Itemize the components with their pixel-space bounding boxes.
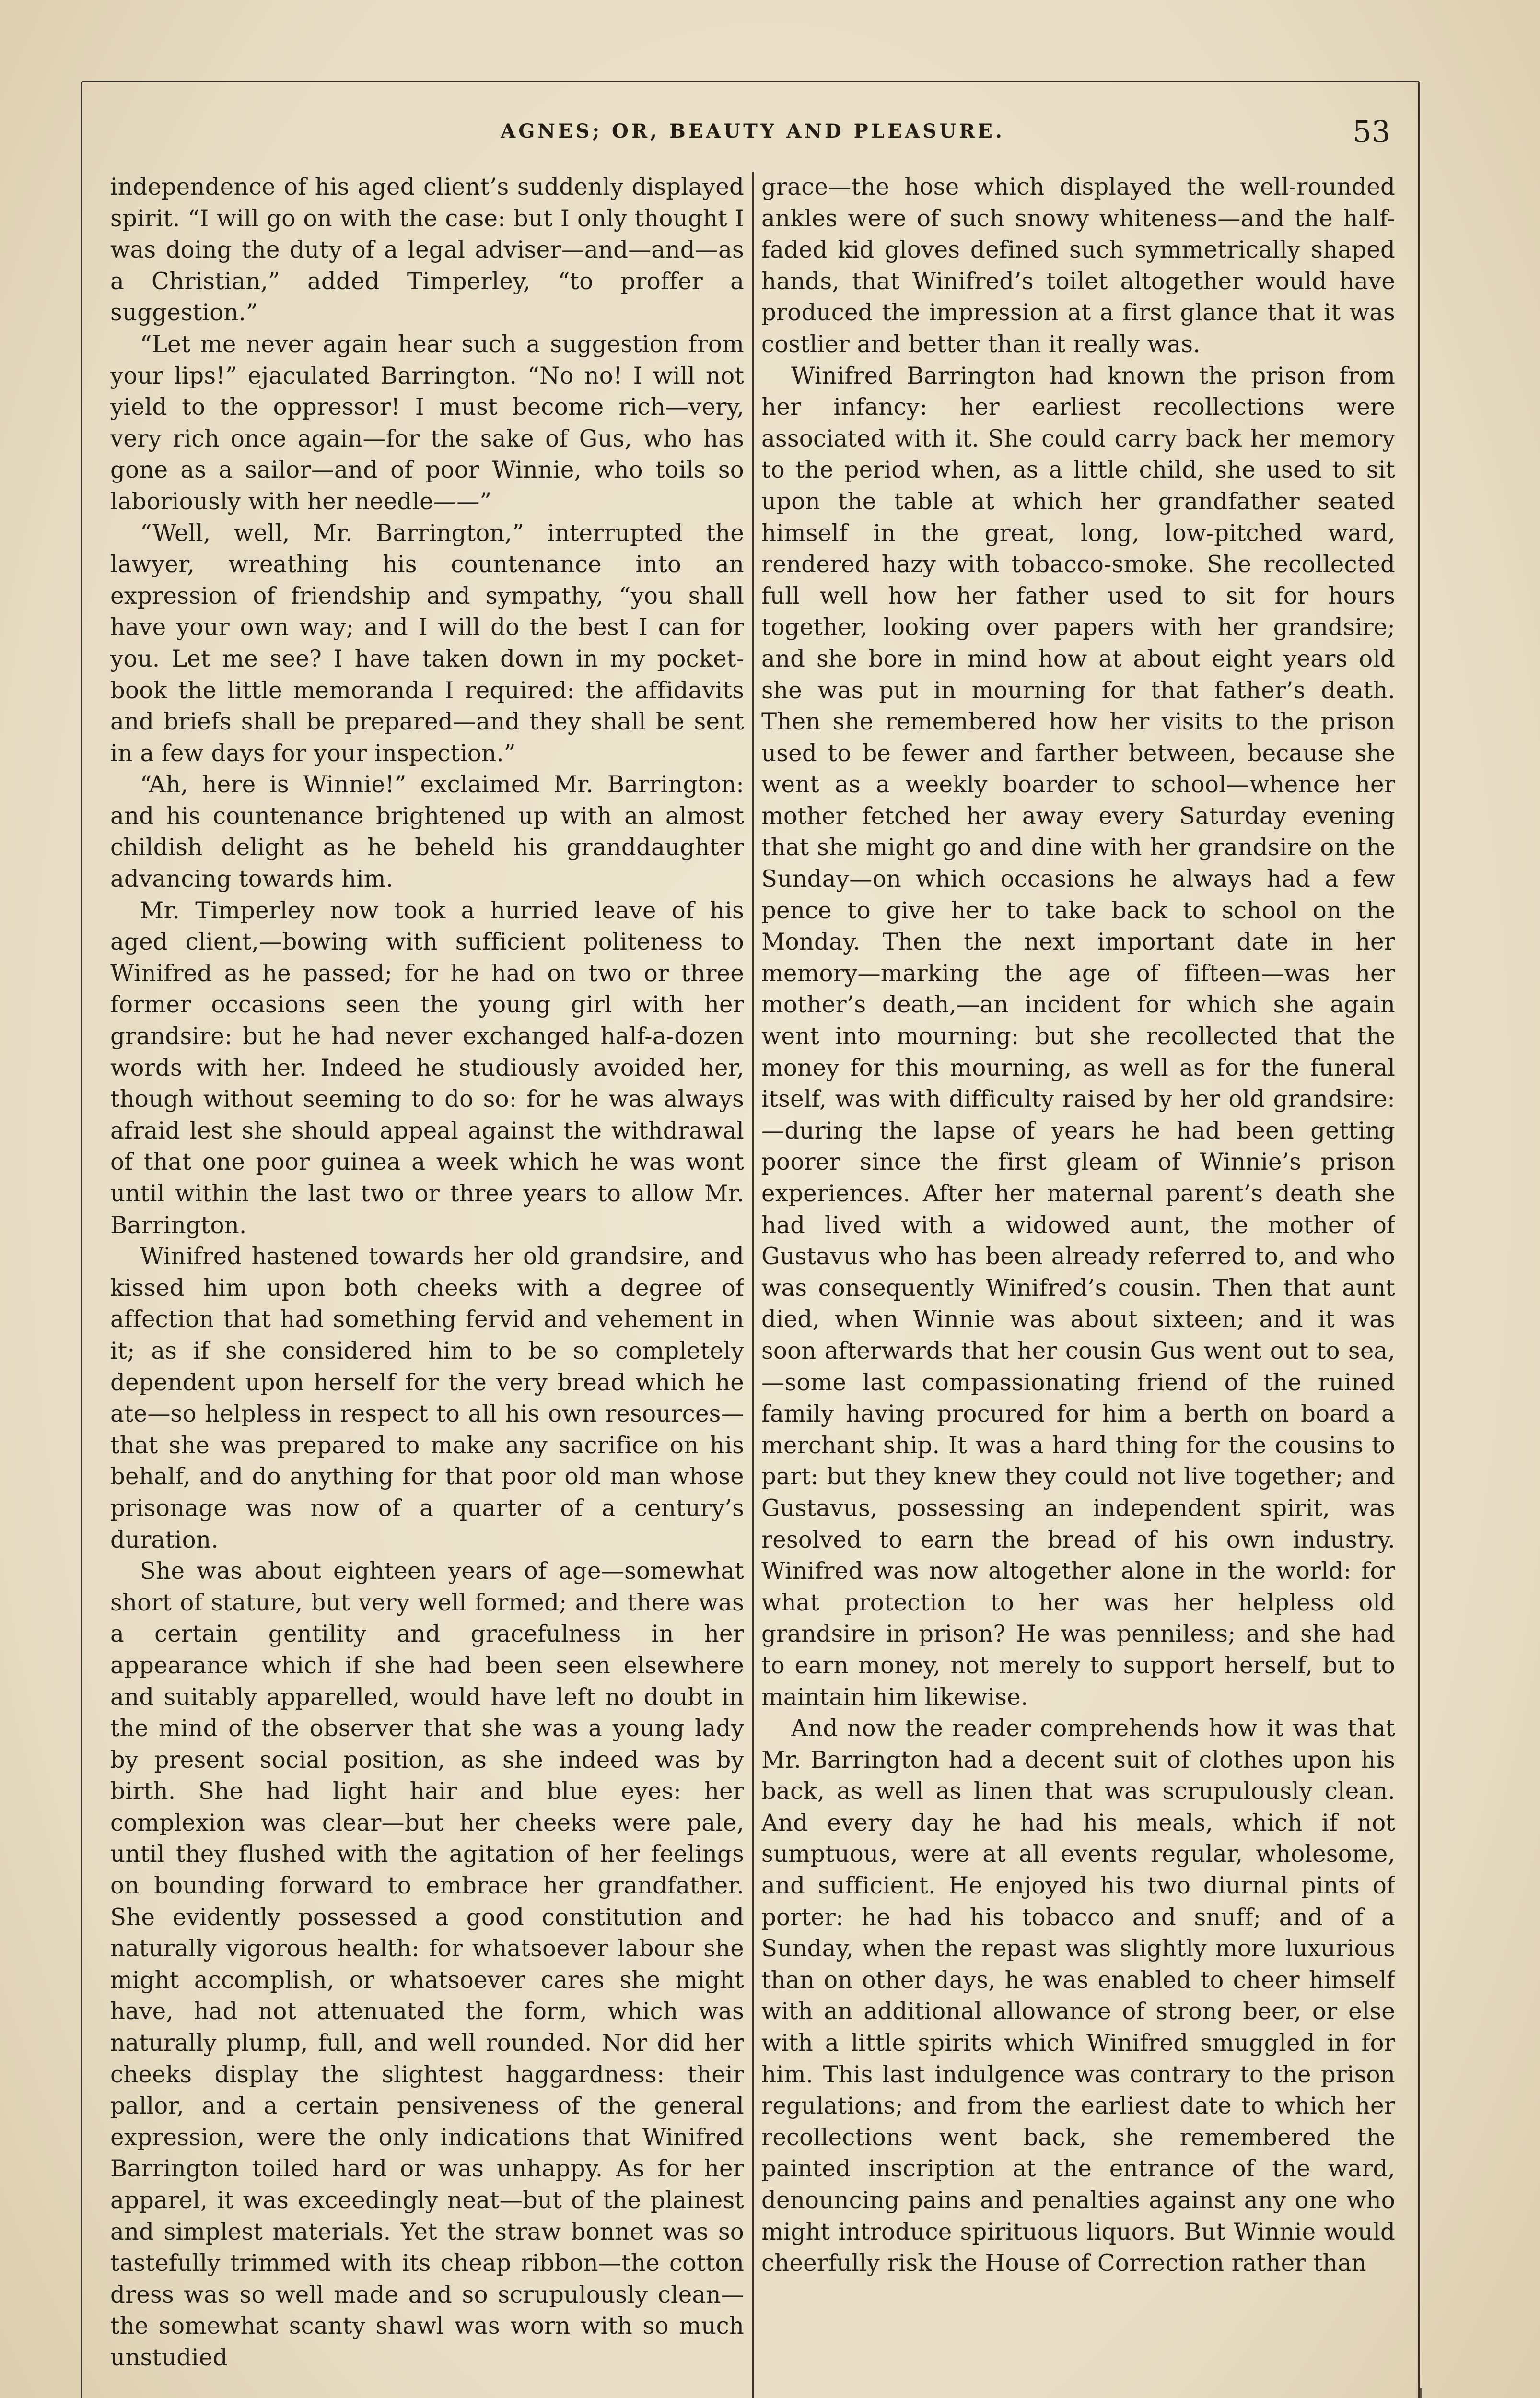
paragraph: Winifred hastened towards her old grandsire, and kissed him upon both cheeks with a degree of affection that had something fervid and vehement in it; as if she considered him to be so completely dependent upon herself for the very bread which he ate—so helpless in respect to all his own resources—that she was prepared to make any sacrifice on his behalf, and do anything for that poor old man whose prisonage was now of a quarter of a century’s duration. [110,1243,744,1553]
paragraph: Mr. Timperley now took a hurried leave of his aged client,—bowing with sufficient politeness to Winifred as he passed; for he had on two or three former occasions seen the young girl with her grandsire: but he had never exchanged half-a-dozen words with her. Indeed he studiously avoided her, though without seeming to do so: for he was always afraid lest she should appeal against the withdrawal of that one poor guinea a week which he was wont until within the last two or three years to allow Mr. Barrington. [110,897,744,1239]
binding-mark [1420,2388,1422,2398]
paragraph: independence of his aged client’s suddenly displayed spirit. “I will go on with the case: but I only thought I was doing the duty of a legal adviser—and—and—as a Christian,” added Timperley, “to proffer a suggestion.” [110,174,744,327]
page-number: 53 [1353,114,1390,149]
running-title: AGNES; OR, BEAUTY AND PLEASURE. [501,120,1005,142]
frame-rule-top [82,81,1419,82]
page-header [96,114,1410,157]
column-divider [752,172,754,2398]
paragraph: And now the reader comprehends how it was that Mr. Barrington had a decent suit of clothes upon his back, as well as linen that was scrupulously clean. And every day he had his meals, which if not sumptuous, were at all events regular, wholesome, and sufficient. He enjoyed his two diurnal pints of porter: he had his tobacco and snuff; and of a Sunday, when the repast was slightly more luxurious than on other days, he was enabled to cheer himself with an additional allowance of strong beer, or else with a little spirits which Winifred smuggled in for him. This last indulgence was contrary to the prison regulations; and from the earliest date to which her recollections went back, she remembered the painted inscription at the entrance of the ward, denouncing pains and penalties against any one who might introduce spirituous liquors. But Winnie would cheerfully risk the House of Correction rather than [761,1715,1395,2277]
paragraph: “Ah, here is Winnie!” exclaimed Mr. Barrington: and his countenance brightened up with an almost childish delight as he beheld his granddaughter advancing towards him. [110,771,744,893]
paragraph: “Well, well, Mr. Barrington,” interrupted the lawyer, wreathing his countenance into an expression of friendship and sympathy, “you shall have your own way; and I will do the best I can for you. Let me see? I have taken down in my pocket-book the little memoranda I required: the affidavits and briefs shall be prepared—and they shall be sent in a few days for your inspection.” [110,519,744,767]
paragraph: grace—the hose which displayed the well-rounded ankles were of such snowy whiteness—and the half-faded kid gloves defined such symmetrically shaped hands, that Winifred’s toilet altogether would have produced the impression at a first glance that it was costlier and better than it really was. [761,174,1395,358]
left-column [110,172,744,2398]
right-column [761,172,1395,2398]
frame-rule-left [81,82,82,2398]
paragraph: “Let me never again hear such a suggestion from your lips!” ejaculated Barrington. “No no! I will not yield to the oppressor! I must become rich—very, very rich once again—for the sake of Gus, who has gone as a sailor—and of poor Winnie, who toils so laboriously with her needle——” [110,330,744,515]
paragraph: She was about eighteen years of age—somewhat short of stature, but very well formed; and there was a certain gentility and gracefulness in her appearance which if she had been seen elsewhere and suitably apparelled, would have left no doubt in the mind of the observer that she was a young lady by present social position, as she indeed was by birth. She had light hair and blue eyes: her complexion was clear—but her cheeks were pale, until they flushed with the agitation of her feelings on bounding forward to embrace her grandfather. She evidently possessed a good constitution and naturally vigorous health: for whatsoever labour she might accomplish, or whatsoever cares she might have, had not attenuated the form, which was naturally plump, full, and well rounded. Nor did her cheeks display the slightest haggardness: their pallor, and a certain pensiveness of the general expression, were the only indications that Winifred Barrington toiled hard or was unhappy. As for her apparel, it was exceedingly neat—but of the plainest and simplest materials. Yet the straw bonnet was so tastefully trimmed with its cheap ribbon—the cotton dress was so well made and so scrupulously clean—the somewhat scanty shawl was worn with so much unstudied [110,1558,744,2371]
frame-rule-right [1418,82,1420,2398]
paragraph: Winifred Barrington had known the prison from her infancy: her earliest recollections were associated with it. She could carry back her memory to the period when, as a little child, she used to sit upon the table at which her grandfather seated himself in the great, long, low-pitched ward, rendered hazy with tobacco-smoke. She recollected full well how her father used to sit for hours together, looking over papers with her grandsire; and she bore in mind how at about eight years old she was put in mourning for that father’s death. Then she remembered how her visits to the prison used to be fewer and farther between, because she went as a weekly boarder to school—whence her mother fetched her away every Saturday evening that she might go and dine with her grandsire on the Sunday—on which occasions he always had a few pence to give her to take back to school on the Monday. Then the next important date in her memory—marking the age of fifteen—was her mother’s death,—an incident for which she again went into mourning: but she recollected that the money for this mourning, as well as for the funeral itself, was with difficulty raised by her old grandsire:—during the lapse of years he had been getting poorer since the first gleam of Winnie’s prison experiences. After her maternal parent’s death she had lived with a widowed aunt, the mother of Gustavus who has been already referred to, and who was consequently Winifred’s cousin. Then that aunt died, when Winnie was about sixteen; and it was soon afterwards that her cousin Gus went out to sea,—some last compassionating friend of the ruined family having procured for him a berth on board a merchant ship. It was a hard thing for the cousins to part: but they knew they could not live together; and Gustavus, possessing an independent spirit, was resolved to earn the bread of his own industry. Winifred was now altogether alone in the world: for what protection to her was her helpless old grandsire in prison? He was penniless; and she had to earn money, not merely to support herself, but to maintain him likewise. [761,362,1395,1711]
